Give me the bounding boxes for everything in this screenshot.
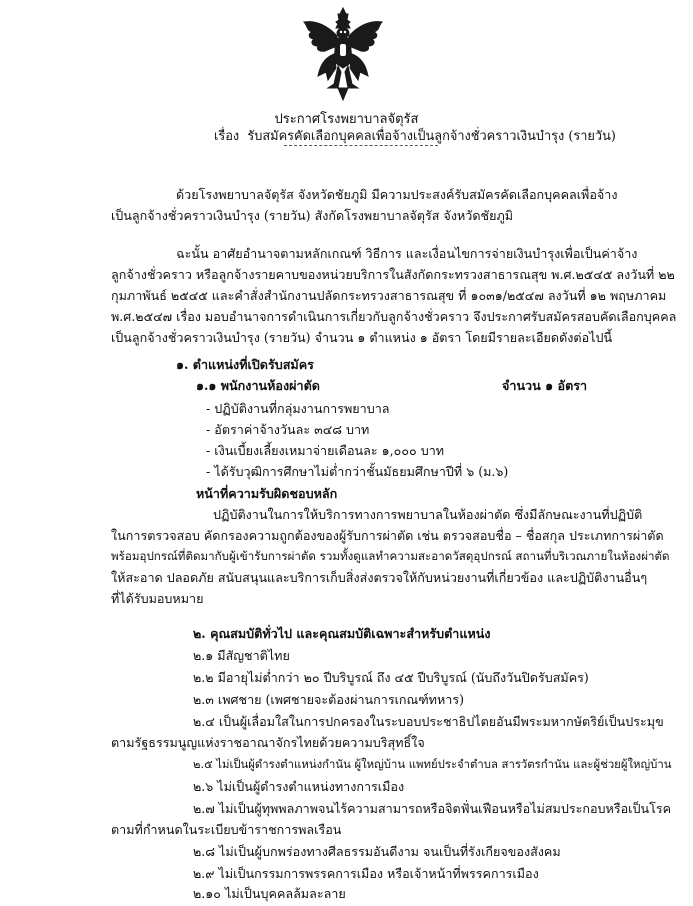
- intro-paragraph-2-line: เป็นลูกจ้างชั่วคราวเงินบำรุง (รายวัน) จำนวน ๑ ตำแหน่ง ๑ อัตรา โดยมีรายละเอียดดังต่อไปนี้: [111, 330, 613, 345]
- intro-paragraph-1-line: ด้วยโรงพยาบาลจัตุรัส จังหวัดชัยภูมิ มีความประสงค์รับสมัครคัดเลือกบุคคลเพื่อจ้าง: [176, 187, 618, 202]
- position-quota: จำนวน ๑ อัตรา: [502, 378, 588, 393]
- qualification-line: ตามรัฐธรรมนูญแห่งราชอาณาจักรไทยด้วยความบริสุทธิ์ใจ: [111, 735, 425, 750]
- qualification-line: ๒.๗ ไม่เป็นผู้ทุพพลภาพจนไร้ความสามารถหรือจิตฟั่นเฟือนหรือไม่สมประกอบหรือเป็นโรค: [193, 801, 672, 816]
- subject-line: [214, 131, 616, 144]
- section-2-heading: ๒. คุณสมบัติทั่วไป และคุณสมบัติเฉพาะสำหรับตำแหน่ง: [193, 626, 491, 641]
- garuda-emblem-icon: [298, 6, 388, 102]
- intro-paragraph-2-line: พ.ศ.๒๕๔๗ เรื่อง มอบอำนาจการดำเนินการเกี่ยวกับลูกจ้างชั่วคราว จึงประกาศรับสมัครสอบคัดเลือกบุคคล: [111, 309, 677, 324]
- subject-text: รับสมัครคัดเลือกบุคคลเพื่อจ้างเป็นลูกจ้างชั่วคราวเงินบำรุง (รายวัน): [247, 129, 616, 144]
- duty-line: พร้อมอุปกรณ์ที่ติดมากับผู้เข้ารับการผ่าตัด รวมทั้งดูแลทำความสะอาดวัสดุอุปกรณ์ สถานที่บริเวณภายในห้องผ่าตัด: [111, 549, 670, 563]
- section-1-heading: ๑. ตำแหน่งที่เปิดรับสมัคร: [176, 357, 314, 372]
- qualification-line: ๒.๕ ไม่เป็นผู้ดำรงตำแหน่งกำนัน ผู้ใหญ่บ้าน แพทย์ประจำตำบล สารวัตรกำนัน และผู้ช่วยผู้ใหญ่บ้าน: [193, 757, 672, 771]
- duty-heading: หน้าที่ความรับผิดชอบหลัก: [196, 486, 338, 501]
- position-title: ๑.๑ พนักงานห้องผ่าตัด: [196, 378, 320, 393]
- intro-paragraph-1-line: เป็นลูกจ้างชั่วคราวเงินบำรุง (รายวัน) สังกัดโรงพยาบาลจัตุรัส จังหวัดชัยภูมิ: [111, 208, 514, 223]
- subject-prefix: เรื่อง: [214, 129, 240, 144]
- qualification-line: ๒.๔ เป็นผู้เลื่อมใสในการปกครองในระบอบประชาธิปไตยอันมีพระมหากษัตริย์เป็นประมุข: [193, 714, 664, 729]
- duty-line: ให้สะอาด ปลอดภัย สนับสนุนและบริการเก็บสิ่งส่งตรวจให้กับหน่วยงานที่เกี่ยวข้อง และปฏิบัติงานอื่นๆ: [111, 570, 648, 585]
- qualification-line: ๒.๒ มีอายุไม่ต่ำกว่า ๒๐ ปีบริบูรณ์ ถึง ๔๕ ปีบริบูรณ์ (นับถึงวันปิดรับสมัคร): [193, 670, 589, 685]
- qualification-line: ๒.๓ เพศชาย (เพศชายจะต้องผ่านการเกณฑ์ทหาร): [193, 692, 465, 707]
- position-detail-item: - อัตราค่าจ้างวันละ ๓๔๘ บาท: [206, 422, 370, 437]
- intro-paragraph-2-line: กุมภาพันธ์ ๒๕๔๕ และคำสั่งสำนักงานปลัดกระทรวงสาธารณสุข ที่ ๑๐๓๑/๒๕๔๗ ลงวันที่ ๑๒ พฤษภาคม: [111, 288, 667, 303]
- intro-paragraph-2-line: ลูกจ้างชั่วคราว หรือลูกจ้างรายคาบของหน่วยบริการในสังกัดกระทรวงสาธารณสุข พ.ศ.๒๕๔๕ ลงวันที่ ๒๒: [111, 267, 675, 282]
- position-detail-item: - ได้รับวุฒิการศึกษาไม่ต่ำกว่าชั้นมัธยมศึกษาปีที่ ๖ (ม.๖): [206, 464, 509, 479]
- intro-paragraph-2-line: ฉะนั้น อาศัยอำนาจตามหลักเกณฑ์ วิธีการ และเงื่อนไขการจ่ายเงินบำรุงเพื่อเป็นค่าจ้าง: [176, 246, 638, 261]
- qualification-line: ๒.๖ ไม่เป็นผู้ดำรงตำแหน่งทางการเมือง: [193, 779, 405, 794]
- qualification-line: ๒.๙ ไม่เป็นกรรมการพรรคการเมือง หรือเจ้าหน้าที่พรรคการเมือง: [193, 866, 539, 881]
- duty-line: ปฏิบัติงานในการให้บริการทางการพยาบาลในห้องผ่าตัด ซึ่งมีลักษณะงานที่ปฏิบัติ: [213, 507, 643, 522]
- duty-line: ในการตรวจสอบ คัดกรองความถูกต้องของผู้รับการผ่าตัด เช่น ตรวจสอบชื่อ – ชื่อสกุล ประเภทการผ่าตัด: [111, 528, 664, 543]
- qualification-line: ตามที่กำหนดในระเบียบข้าราชการพลเรือน: [111, 822, 342, 837]
- position-detail-item: - ปฏิบัติงานที่กลุ่มงานการพยาบาล: [206, 401, 390, 416]
- qualification-line: ๒.๘ ไม่เป็นผู้บกพร่องทางศีลธรรมอันดีงาม จนเป็นที่รังเกียจของสังคม: [193, 844, 561, 859]
- title-divider: [284, 145, 438, 146]
- position-detail-item: - เงินเบี้ยงเลี้ยงเหมาจ่ายเดือนละ ๑,๐๐๐ บาท: [206, 443, 445, 458]
- announcement-title: ประกาศโรงพยาบาลจัตุรัส: [274, 112, 419, 127]
- qualification-line: ๒.๑๐ ไม่เป็นบุคคลล้มละลาย: [193, 886, 346, 901]
- duty-line: ที่ได้รับมอบหมาย: [111, 591, 204, 606]
- qualification-line: ๒.๑ มีสัญชาติไทย: [193, 648, 290, 663]
